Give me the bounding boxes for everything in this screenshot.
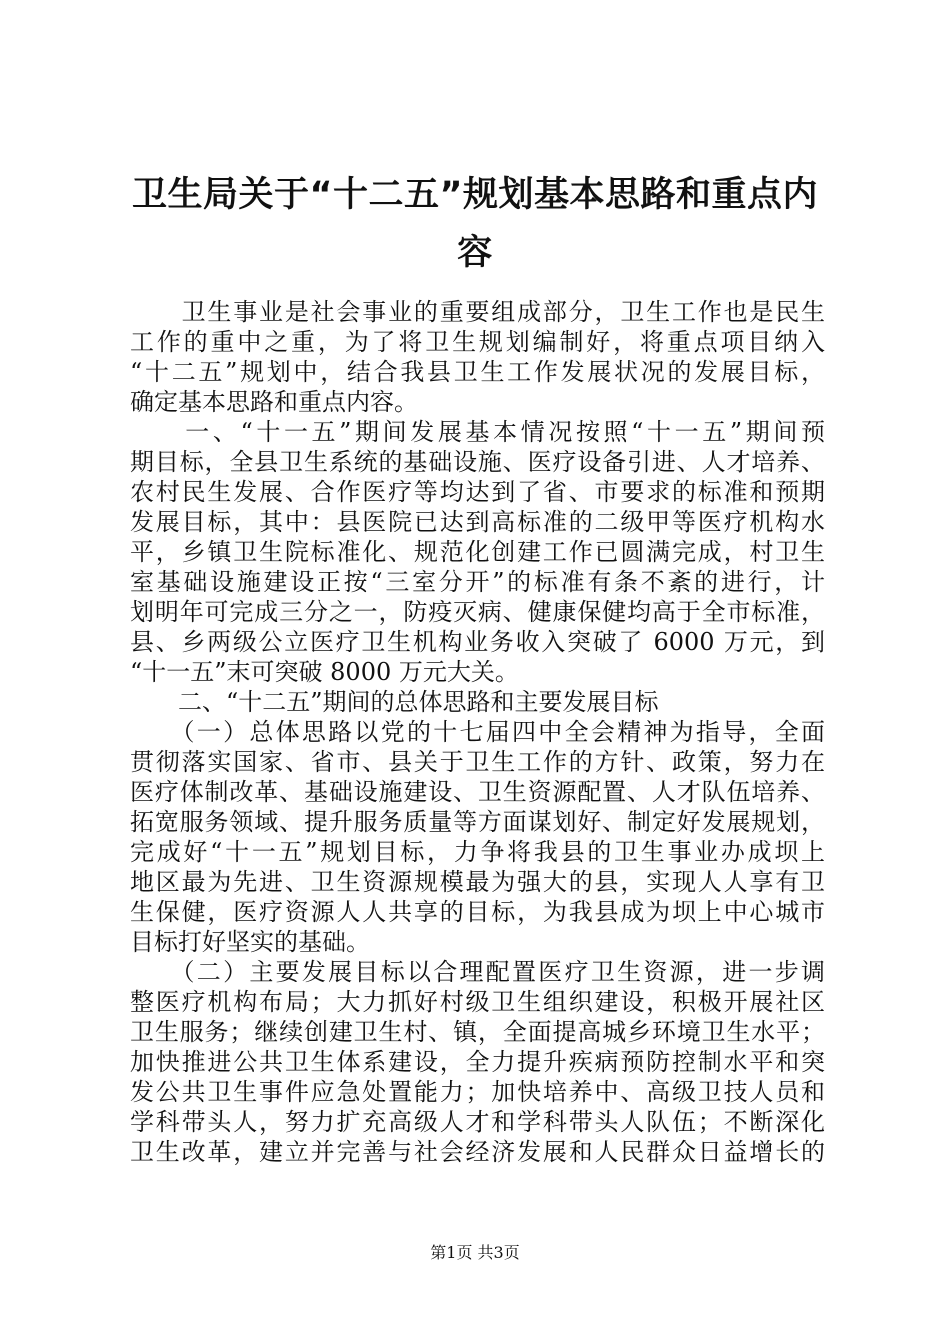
- body-line: 目标打好坚实的基础。: [130, 928, 370, 956]
- body-line: 工作的重中之重，为了将卫生规划编制好，将重点项目纳入: [130, 328, 825, 356]
- body-line: 发公共卫生事件应急处置能力；加快培养中、高级卫技人员和: [130, 1078, 825, 1106]
- body-line: 贯彻落实国家、省市、县关于卫生工作的方针、政策，努力在: [130, 748, 825, 776]
- body-line: “十一五”末可突破 8000 万元大关。: [130, 658, 519, 686]
- body-line: 医疗体制改革、基础设施建设、卫生资源配置、人才队伍培养、: [130, 778, 825, 806]
- body-line: 划明年可完成三分之一，防疫灭病、健康保健均高于全市标准，: [130, 598, 825, 626]
- body-line: （一）总体思路以党的十七届四中全会精神为指导，全面: [130, 718, 825, 746]
- body-line: 县、乡两级公立医疗卫生机构业务收入突破了 6000 万元，到: [130, 628, 825, 656]
- body-line: 平，乡镇卫生院标准化、规范化创建工作已圆满完成，村卫生: [130, 538, 825, 566]
- body-line: “十二五”规划中，结合我县卫生工作发展状况的发展目标，: [130, 358, 825, 386]
- body-line: 加快推进公共卫生体系建设，全力提升疾病预防控制水平和突: [130, 1048, 825, 1076]
- body-line: 室基础设施建设正按“三室分开”的标准有条不紊的进行，计: [130, 568, 825, 596]
- body-line: 生保健，医疗资源人人共享的目标，为我县成为坝上中心城市: [130, 898, 825, 926]
- page-footer: 第1页 共3页: [430, 1243, 520, 1262]
- title-line-2: 容: [457, 233, 493, 273]
- body-line: 学科带头人，努力扩充高级人才和学科带头人队伍；不断深化: [130, 1108, 825, 1136]
- body-line: 拓宽服务领域、提升服务质量等方面谋划好、制定好发展规划，: [130, 808, 825, 836]
- body-line: 卫生事业是社会事业的重要组成部分，卫生工作也是民生: [130, 298, 825, 326]
- title-line-1: 卫生局关于“十二五”规划基本思路和重点内: [131, 175, 818, 215]
- body-line: 整医疗机构布局；大力抓好村级卫生组织建设，积极开展社区: [130, 988, 825, 1016]
- body-line: 发展目标，其中：县医院已达到高标准的二级甲等医疗机构水: [130, 508, 825, 536]
- body-line: （二）主要发展目标以合理配置医疗卫生资源，进一步调: [130, 958, 825, 986]
- document-title: [120, 166, 830, 282]
- body-line: 卫生服务；继续创建卫生村、镇，全面提高城乡环境卫生水平；: [130, 1018, 825, 1046]
- body-line: 完成好“十一五”规划目标，力争将我县的卫生事业办成坝上: [130, 838, 825, 866]
- body-line: 一、“十一五”期间发展基本情况按照“十一五”期间预: [130, 418, 825, 446]
- body-line: 确定基本思路和重点内容。: [130, 388, 418, 416]
- body-line: 农村民生发展、合作医疗等均达到了省、市要求的标准和预期: [130, 478, 825, 506]
- document-body: [130, 297, 825, 1167]
- body-line: 地区最为先进、卫生资源规模最为强大的县，实现人人享有卫: [130, 868, 825, 896]
- body-line: 二、“十二五”期间的总体思路和主要发展目标: [130, 688, 659, 716]
- body-line: 卫生改革，建立并完善与社会经济发展和人民群众日益增长的: [130, 1138, 825, 1166]
- body-line: 期目标，全县卫生系统的基础设施、医疗设备引进、人才培养、: [130, 448, 825, 476]
